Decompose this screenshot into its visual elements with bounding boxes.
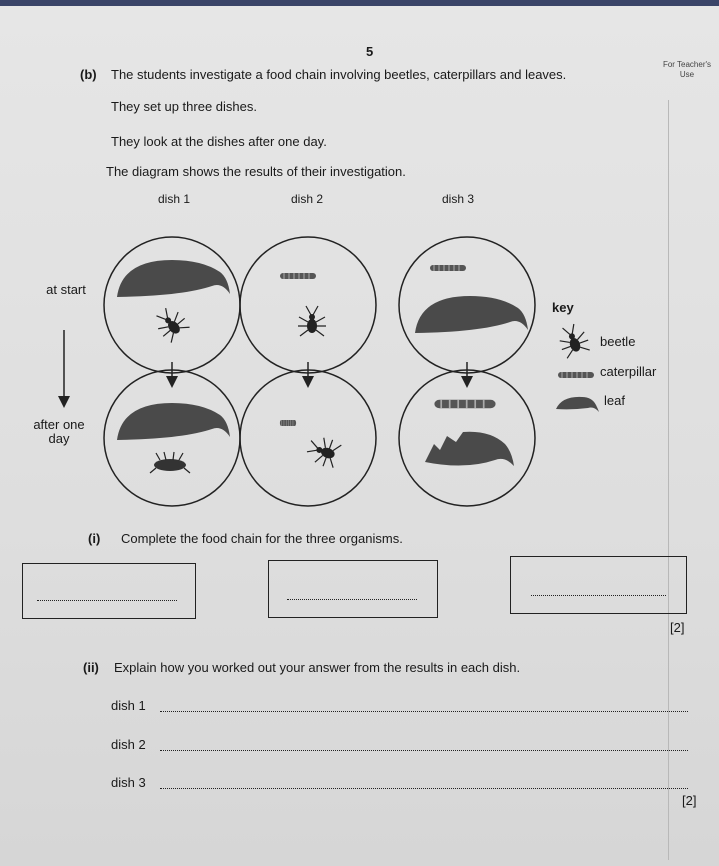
explain-dish-3-label: dish 3 (111, 775, 146, 790)
part-i-text: Complete the food chain for the three organisms. (121, 531, 403, 546)
dish-1-after (104, 370, 240, 506)
teacher-use-label: For Teacher's Use (662, 60, 712, 79)
answer-line (531, 595, 666, 596)
food-chain-box-2[interactable] (268, 560, 438, 618)
row-label-after: after one day (33, 417, 85, 446)
part-ii-text: Explain how you worked out your answer from the results in each dish. (114, 660, 521, 675)
part-ii-label: (ii) (83, 660, 99, 675)
answer-line (287, 599, 417, 600)
question-line-1: They set up three dishes. (111, 99, 257, 114)
key-leaf-icon (556, 397, 599, 412)
question-line-2: They look at the dishes after one day. (111, 134, 327, 149)
question-intro: The students investigate a food chain involving beetles, caterpillars and leaves. (111, 67, 567, 82)
explain-dish-1-line[interactable] (160, 711, 688, 712)
food-chain-box-1[interactable] (22, 563, 196, 619)
explain-dish-3-line[interactable] (160, 788, 688, 789)
question-part-label: (b) (80, 67, 97, 82)
key-caterpillar-label: caterpillar (600, 364, 657, 379)
explain-dish-1-label: dish 1 (111, 698, 146, 713)
dish-3-start (399, 237, 535, 373)
part-i-marks: [2] (670, 620, 685, 635)
answer-line (37, 600, 177, 601)
key-title: key (552, 300, 574, 315)
key-leaf-label: leaf (604, 393, 625, 408)
key-beetle-icon (555, 321, 592, 359)
part-i-label: (i) (88, 531, 101, 546)
dish-1-label: dish 1 (158, 192, 191, 206)
explain-dish-2-line[interactable] (160, 750, 688, 751)
dish-3-after (399, 370, 535, 506)
dish-3-label: dish 3 (442, 192, 475, 206)
explain-dish-2-label: dish 2 (111, 737, 146, 752)
key-beetle-label: beetle (600, 334, 636, 349)
food-chain-box-3[interactable] (510, 556, 687, 614)
part-ii-marks: [2] (682, 793, 697, 808)
dish-2-label: dish 2 (291, 192, 324, 206)
key-caterpillar-icon (558, 372, 594, 378)
dish-2-start (240, 237, 376, 373)
page-number: 5 (366, 44, 374, 59)
dish-1-start (104, 237, 240, 373)
row-label-start: at start (46, 282, 86, 297)
dish-2-after (240, 370, 376, 506)
question-line-3: The diagram shows the results of their investigation. (106, 164, 406, 179)
